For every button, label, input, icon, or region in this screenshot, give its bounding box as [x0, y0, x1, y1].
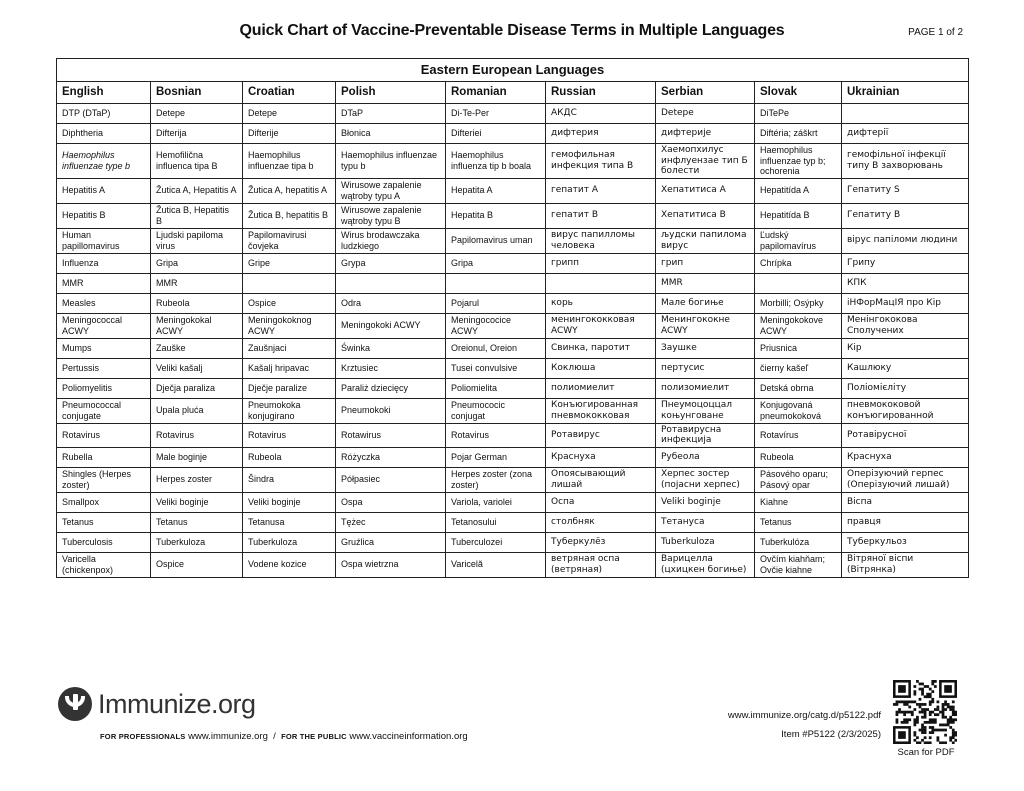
table-cell: гемофильная инфекция типа В — [546, 144, 656, 179]
column-header-polish: Polish — [336, 82, 446, 104]
table-cell: Variola, variolei — [446, 492, 546, 512]
table-cell: Rubeola — [151, 293, 243, 313]
table-cell: Paraliż dziecięcy — [336, 378, 446, 398]
table-cell: Wirus brodawczaka ludzkiego — [336, 228, 446, 253]
table-cell: Хаемопхилус инфлуензае тип Б болести — [656, 144, 755, 179]
table-cell: Rubeola — [243, 447, 336, 467]
item-number: Item #P5122 (2/3/2025) — [781, 729, 881, 740]
table-cell: Gripa — [446, 253, 546, 273]
table-cell: Rotavírus — [755, 423, 842, 447]
table-cell: Ospice — [243, 293, 336, 313]
page-title: Quick Chart of Vaccine-Preventable Disease Terms in Multiple Languages — [239, 22, 785, 39]
table-cell — [243, 273, 336, 293]
table-cell: Коклюша — [546, 358, 656, 378]
table-row — [57, 467, 969, 492]
table-cell: Poliomyelitis — [57, 378, 151, 398]
table-row — [57, 358, 969, 378]
table-cell: Tuberculozei — [446, 532, 546, 552]
table-cell: Błonica — [336, 124, 446, 144]
table-cell: Measles — [57, 293, 151, 313]
table-cell: Tuberculosis — [57, 532, 151, 552]
table-cell — [842, 104, 969, 124]
qr-code-icon[interactable] — [893, 680, 957, 744]
table-cell: Ротавирус — [546, 423, 656, 447]
table-cell: Odra — [336, 293, 446, 313]
table-cell: Veliki kašalj — [151, 358, 243, 378]
table-cell: Tetanusa — [243, 512, 336, 532]
table-cell: Gripe — [243, 253, 336, 273]
table-row — [57, 293, 969, 313]
table-cell — [755, 273, 842, 293]
table-cell: Detská obrna — [755, 378, 842, 398]
table-cell: Ротавирусна инфекција — [656, 423, 755, 447]
table-cell: Kiahne — [755, 492, 842, 512]
table-cell: корь — [546, 293, 656, 313]
column-header-ukrainian: Ukrainian — [842, 82, 969, 104]
table-cell: Туберкулёз — [546, 532, 656, 552]
table-cell: Diphtheria — [57, 124, 151, 144]
table-cell: Konjugovaná pneumokoková — [755, 398, 842, 423]
table-cell: Veliki boginje — [151, 492, 243, 512]
table-cell: Herpes zoster (zona zoster) — [446, 467, 546, 492]
table-cell: Менінгококова Сполучених — [842, 313, 969, 338]
table-cell: Różyczka — [336, 447, 446, 467]
table-cell: Хепатитиса А — [656, 178, 755, 203]
table-row — [57, 512, 969, 532]
table-cell: полиомиелит — [546, 378, 656, 398]
table-cell: Оспа — [546, 492, 656, 512]
table-cell: Žutica B, hepatitis B — [243, 203, 336, 228]
table-row — [57, 124, 969, 144]
table-body — [57, 104, 969, 578]
table-cell: Meningokokove ACWY — [755, 313, 842, 338]
table-cell: Haemophilus influenzae tipa b — [243, 144, 336, 179]
table-cell: Šindra — [243, 467, 336, 492]
table-cell: Конъюгированная пневмококковая — [546, 398, 656, 423]
table-cell: дифтерије — [656, 124, 755, 144]
table-cell: Hepatitída B — [755, 203, 842, 228]
table-cell: Ľudský papilomavírus — [755, 228, 842, 253]
table-cell: Pneumokoki — [336, 398, 446, 423]
table-cell: Грипу — [842, 253, 969, 273]
table-cell: Hepatita B — [446, 203, 546, 228]
table-cell: Herpes zoster — [151, 467, 243, 492]
table-cell: MMR — [151, 273, 243, 293]
table-cell: Tuberkulóza — [755, 532, 842, 552]
table-cell: Mumps — [57, 338, 151, 358]
table-cell: Tetanosului — [446, 512, 546, 532]
table-cell: столбняк — [546, 512, 656, 532]
table-row — [57, 273, 969, 293]
table-cell: Oreionul, Oreion — [446, 338, 546, 358]
table-cell: Papilomavirusi čovjeka — [243, 228, 336, 253]
table-cell: Hepatitída A — [755, 178, 842, 203]
table-cell: Smallpox — [57, 492, 151, 512]
table-cell: Meningokokal ACWY — [151, 313, 243, 338]
table-cell: Male boginje — [151, 447, 243, 467]
table-cell — [546, 273, 656, 293]
table-cell: Свинка, паротит — [546, 338, 656, 358]
column-header-row — [57, 82, 969, 104]
column-header-russian: Russian — [546, 82, 656, 104]
column-header-bosnian: Bosnian — [151, 82, 243, 104]
table-row — [57, 253, 969, 273]
table-cell: Diftéria; záškrt — [755, 124, 842, 144]
table-cell: Мале богиње — [656, 293, 755, 313]
catalog-link[interactable]: www.immunize.org/catg.d/p5122.pdf — [727, 710, 881, 721]
table-cell: Менингококне ACWY — [656, 313, 755, 338]
table-cell: Tetanus — [57, 512, 151, 532]
footer-separator: / — [273, 731, 276, 742]
table-cell: Херпес зостер (појасни херпес) — [656, 467, 755, 492]
table-cell: Віспа — [842, 492, 969, 512]
table-row — [57, 492, 969, 512]
table-cell: Meningococcal ACWY — [57, 313, 151, 338]
table-cell: Detepe — [243, 104, 336, 124]
table-cell: Human papillomavirus — [57, 228, 151, 253]
table-cell: Poliomielita — [446, 378, 546, 398]
table-cell: Pojar German — [446, 447, 546, 467]
table-cell: Meningokoknog ACWY — [243, 313, 336, 338]
table-cell: Varicelă — [446, 552, 546, 577]
column-header-romanian: Romanian — [446, 82, 546, 104]
table-cell: Rotavirus — [151, 423, 243, 447]
table-cell: Hemofilična influenca tipa B — [151, 144, 243, 179]
table-row — [57, 378, 969, 398]
table-cell: правця — [842, 512, 969, 532]
table-cell: DTaP — [336, 104, 446, 124]
table-cell: Papilomavirus uman — [446, 228, 546, 253]
table-cell: Krztusiec — [336, 358, 446, 378]
table-cell: MMR — [57, 273, 151, 293]
table-row — [57, 532, 969, 552]
table-cell: Grypa — [336, 253, 446, 273]
table-cell: Świnka — [336, 338, 446, 358]
table-row — [57, 178, 969, 203]
table-cell: Тетануса — [656, 512, 755, 532]
table-cell: Kašalj hripavac — [243, 358, 336, 378]
table-row — [57, 203, 969, 228]
table-row — [57, 447, 969, 467]
professionals-label: FOR PROFESSIONALS — [100, 732, 186, 741]
table-cell: Detepe — [151, 104, 243, 124]
table-cell: Detepe — [656, 104, 755, 124]
table-cell: АКДС — [546, 104, 656, 124]
group-header: Eastern European Languages — [57, 59, 969, 82]
table-cell: Хепатитиса В — [656, 203, 755, 228]
table-cell: грипп — [546, 253, 656, 273]
table-cell: Tuberkuloza — [656, 532, 755, 552]
table-cell: полизомиелит — [656, 378, 755, 398]
table-cell: људски папилома вирус — [656, 228, 755, 253]
table-cell: Upala pluća — [151, 398, 243, 423]
column-header-english: English — [57, 82, 151, 104]
table-cell: Вітряної віспи (Вітрянка) — [842, 552, 969, 577]
table-cell: Difteriei — [446, 124, 546, 144]
table-cell: дифтерії — [842, 124, 969, 144]
logo-name: Immunize — [98, 688, 212, 719]
public-label: FOR THE PUBLIC — [281, 732, 347, 741]
table-cell: Žutica B, Hepatitis B — [151, 203, 243, 228]
table-cell: Dječja paraliza — [151, 378, 243, 398]
table-cell: Influenza — [57, 253, 151, 273]
table-cell: гепатит А — [546, 178, 656, 203]
table-cell: Rubeola — [755, 447, 842, 467]
table-cell: Гепатиту S — [842, 178, 969, 203]
column-header-croatian: Croatian — [243, 82, 336, 104]
table-cell: Ljudski papiloma virus — [151, 228, 243, 253]
table-cell: Zauške — [151, 338, 243, 358]
table-cell: Hepatitis B — [57, 203, 151, 228]
table-cell: Пнеумоцоццал коњунговане — [656, 398, 755, 423]
table-cell: Краснуха — [546, 447, 656, 467]
table-cell: Опоясывающий лишай — [546, 467, 656, 492]
table-cell: DiTePe — [755, 104, 842, 124]
table-cell: Chrípka — [755, 253, 842, 273]
table-cell: Haemophilus influenzae typ b; ochorenia — [755, 144, 842, 179]
table-cell: Tusei convulsive — [446, 358, 546, 378]
table-cell — [336, 273, 446, 293]
table-cell: менингококковая ACWY — [546, 313, 656, 338]
scan-label: Scan for PDF — [897, 747, 955, 758]
table-row — [57, 423, 969, 447]
table-cell: Кір — [842, 338, 969, 358]
table-cell: Tetanus — [151, 512, 243, 532]
table-cell: Краснуха — [842, 447, 969, 467]
table-cell — [446, 273, 546, 293]
table-cell: пертусис — [656, 358, 755, 378]
table-cell: Wirusowe zapalenie wątroby typu B — [336, 203, 446, 228]
table-cell: Žutica A, Hepatitis A — [151, 178, 243, 203]
table-cell: Haemophilus influenza tip b boala — [446, 144, 546, 179]
table-cell: Кашлюку — [842, 358, 969, 378]
table-cell: Pojarul — [446, 293, 546, 313]
table-cell: Rotavirus — [243, 423, 336, 447]
table-cell: Dječje paralize — [243, 378, 336, 398]
table-cell: Tuberkuloza — [151, 532, 243, 552]
immunize-logo — [58, 686, 256, 722]
public-link[interactable]: www.vaccineinformation.org — [349, 731, 468, 742]
table-cell: Meningococice ACWY — [446, 313, 546, 338]
table-row — [57, 398, 969, 423]
table-row — [57, 552, 969, 577]
table-row — [57, 313, 969, 338]
professionals-link[interactable]: www.immunize.org — [188, 731, 268, 742]
table-cell: Varicella (chickenpox) — [57, 552, 151, 577]
footer-links — [100, 731, 468, 742]
table-cell: грип — [656, 253, 755, 273]
table-cell: Gruźlica — [336, 532, 446, 552]
table-cell: Morbilli; Osýpky — [755, 293, 842, 313]
table-cell: Gripa — [151, 253, 243, 273]
column-header-slovak: Slovak — [755, 82, 842, 104]
table-cell: пневмококовой конъюгированной — [842, 398, 969, 423]
table-cell: Туберкульоз — [842, 532, 969, 552]
table-row — [57, 144, 969, 179]
table-row — [57, 338, 969, 358]
table-cell: čierny kašeľ — [755, 358, 842, 378]
table-cell: Di-Te-Per — [446, 104, 546, 124]
table-cell: Tężec — [336, 512, 446, 532]
table-cell: Оперізуючий герпес (Оперізуючий лишай) — [842, 467, 969, 492]
terms-table — [56, 58, 969, 578]
table-cell: Ospa — [336, 492, 446, 512]
page-number: PAGE 1 of 2 — [908, 27, 963, 38]
table-cell: Заушке — [656, 338, 755, 358]
table-cell: Pneumokoka konjugirano — [243, 398, 336, 423]
table-cell: ветряная оспа (ветряная) — [546, 552, 656, 577]
table-cell: Ротавірусної — [842, 423, 969, 447]
table-row — [57, 228, 969, 253]
column-header-serbian: Serbian — [656, 82, 755, 104]
table-cell: Гепатиту В — [842, 203, 969, 228]
table-cell: Rubella — [57, 447, 151, 467]
table-cell: Ovčím kiahňam; Ovčie kiahne — [755, 552, 842, 577]
table-cell: КПК — [842, 273, 969, 293]
table-cell: Ospice — [151, 552, 243, 577]
table-cell: Pneumococic conjugat — [446, 398, 546, 423]
table-cell: MMR — [656, 273, 755, 293]
table-cell: вирус папилломы человека — [546, 228, 656, 253]
table-cell: Rotavirus — [57, 423, 151, 447]
table-cell: Pásového oparu; Pásový opar — [755, 467, 842, 492]
table-cell: дифтерия — [546, 124, 656, 144]
table-cell: Difterija — [151, 124, 243, 144]
table-cell: Priusnica — [755, 338, 842, 358]
table-cell: Варицелла (цхицкен богиње) — [656, 552, 755, 577]
table-cell: Difterije — [243, 124, 336, 144]
table-cell: DTP (DTaP) — [57, 104, 151, 124]
table-cell: Veliki boginje — [656, 492, 755, 512]
table-cell: Pneumococcal conjugate — [57, 398, 151, 423]
table-cell: Zaušnjaci — [243, 338, 336, 358]
table-cell: Shingles (Herpes zoster) — [57, 467, 151, 492]
table-cell: Рубеола — [656, 447, 755, 467]
table-cell: Półpasiec — [336, 467, 446, 492]
table-cell: Žutica A, hepatitis A — [243, 178, 336, 203]
table-cell: Haemophilus influenzae typu b — [336, 144, 446, 179]
table-cell: Tuberkuloza — [243, 532, 336, 552]
table-cell: Поліомієліту — [842, 378, 969, 398]
table-cell: іНФорМацІЯ про Кір — [842, 293, 969, 313]
table-cell: Rotavirus — [446, 423, 546, 447]
table-cell: гемофільної інфекції типу В захворювань — [842, 144, 969, 179]
table-cell: Haemophilus influenzae type b — [57, 144, 151, 179]
table-cell: Wirusowe zapalenie wątroby typu A — [336, 178, 446, 203]
table-cell: Hepatitis A — [57, 178, 151, 203]
table-cell: Meningokoki ACWY — [336, 313, 446, 338]
table-cell: Rotawirus — [336, 423, 446, 447]
immunize-logo-icon — [58, 687, 92, 721]
table-row — [57, 104, 969, 124]
table-cell: гепатит В — [546, 203, 656, 228]
table-cell: вірус папіломи людини — [842, 228, 969, 253]
table-cell: Tetanus — [755, 512, 842, 532]
table-cell: Pertussis — [57, 358, 151, 378]
table-cell: Vodene kozice — [243, 552, 336, 577]
table-cell: Veliki boginje — [243, 492, 336, 512]
table-cell: Hepatita A — [446, 178, 546, 203]
logo-suffix: .org — [211, 688, 256, 719]
table-cell: Ospa wietrzna — [336, 552, 446, 577]
